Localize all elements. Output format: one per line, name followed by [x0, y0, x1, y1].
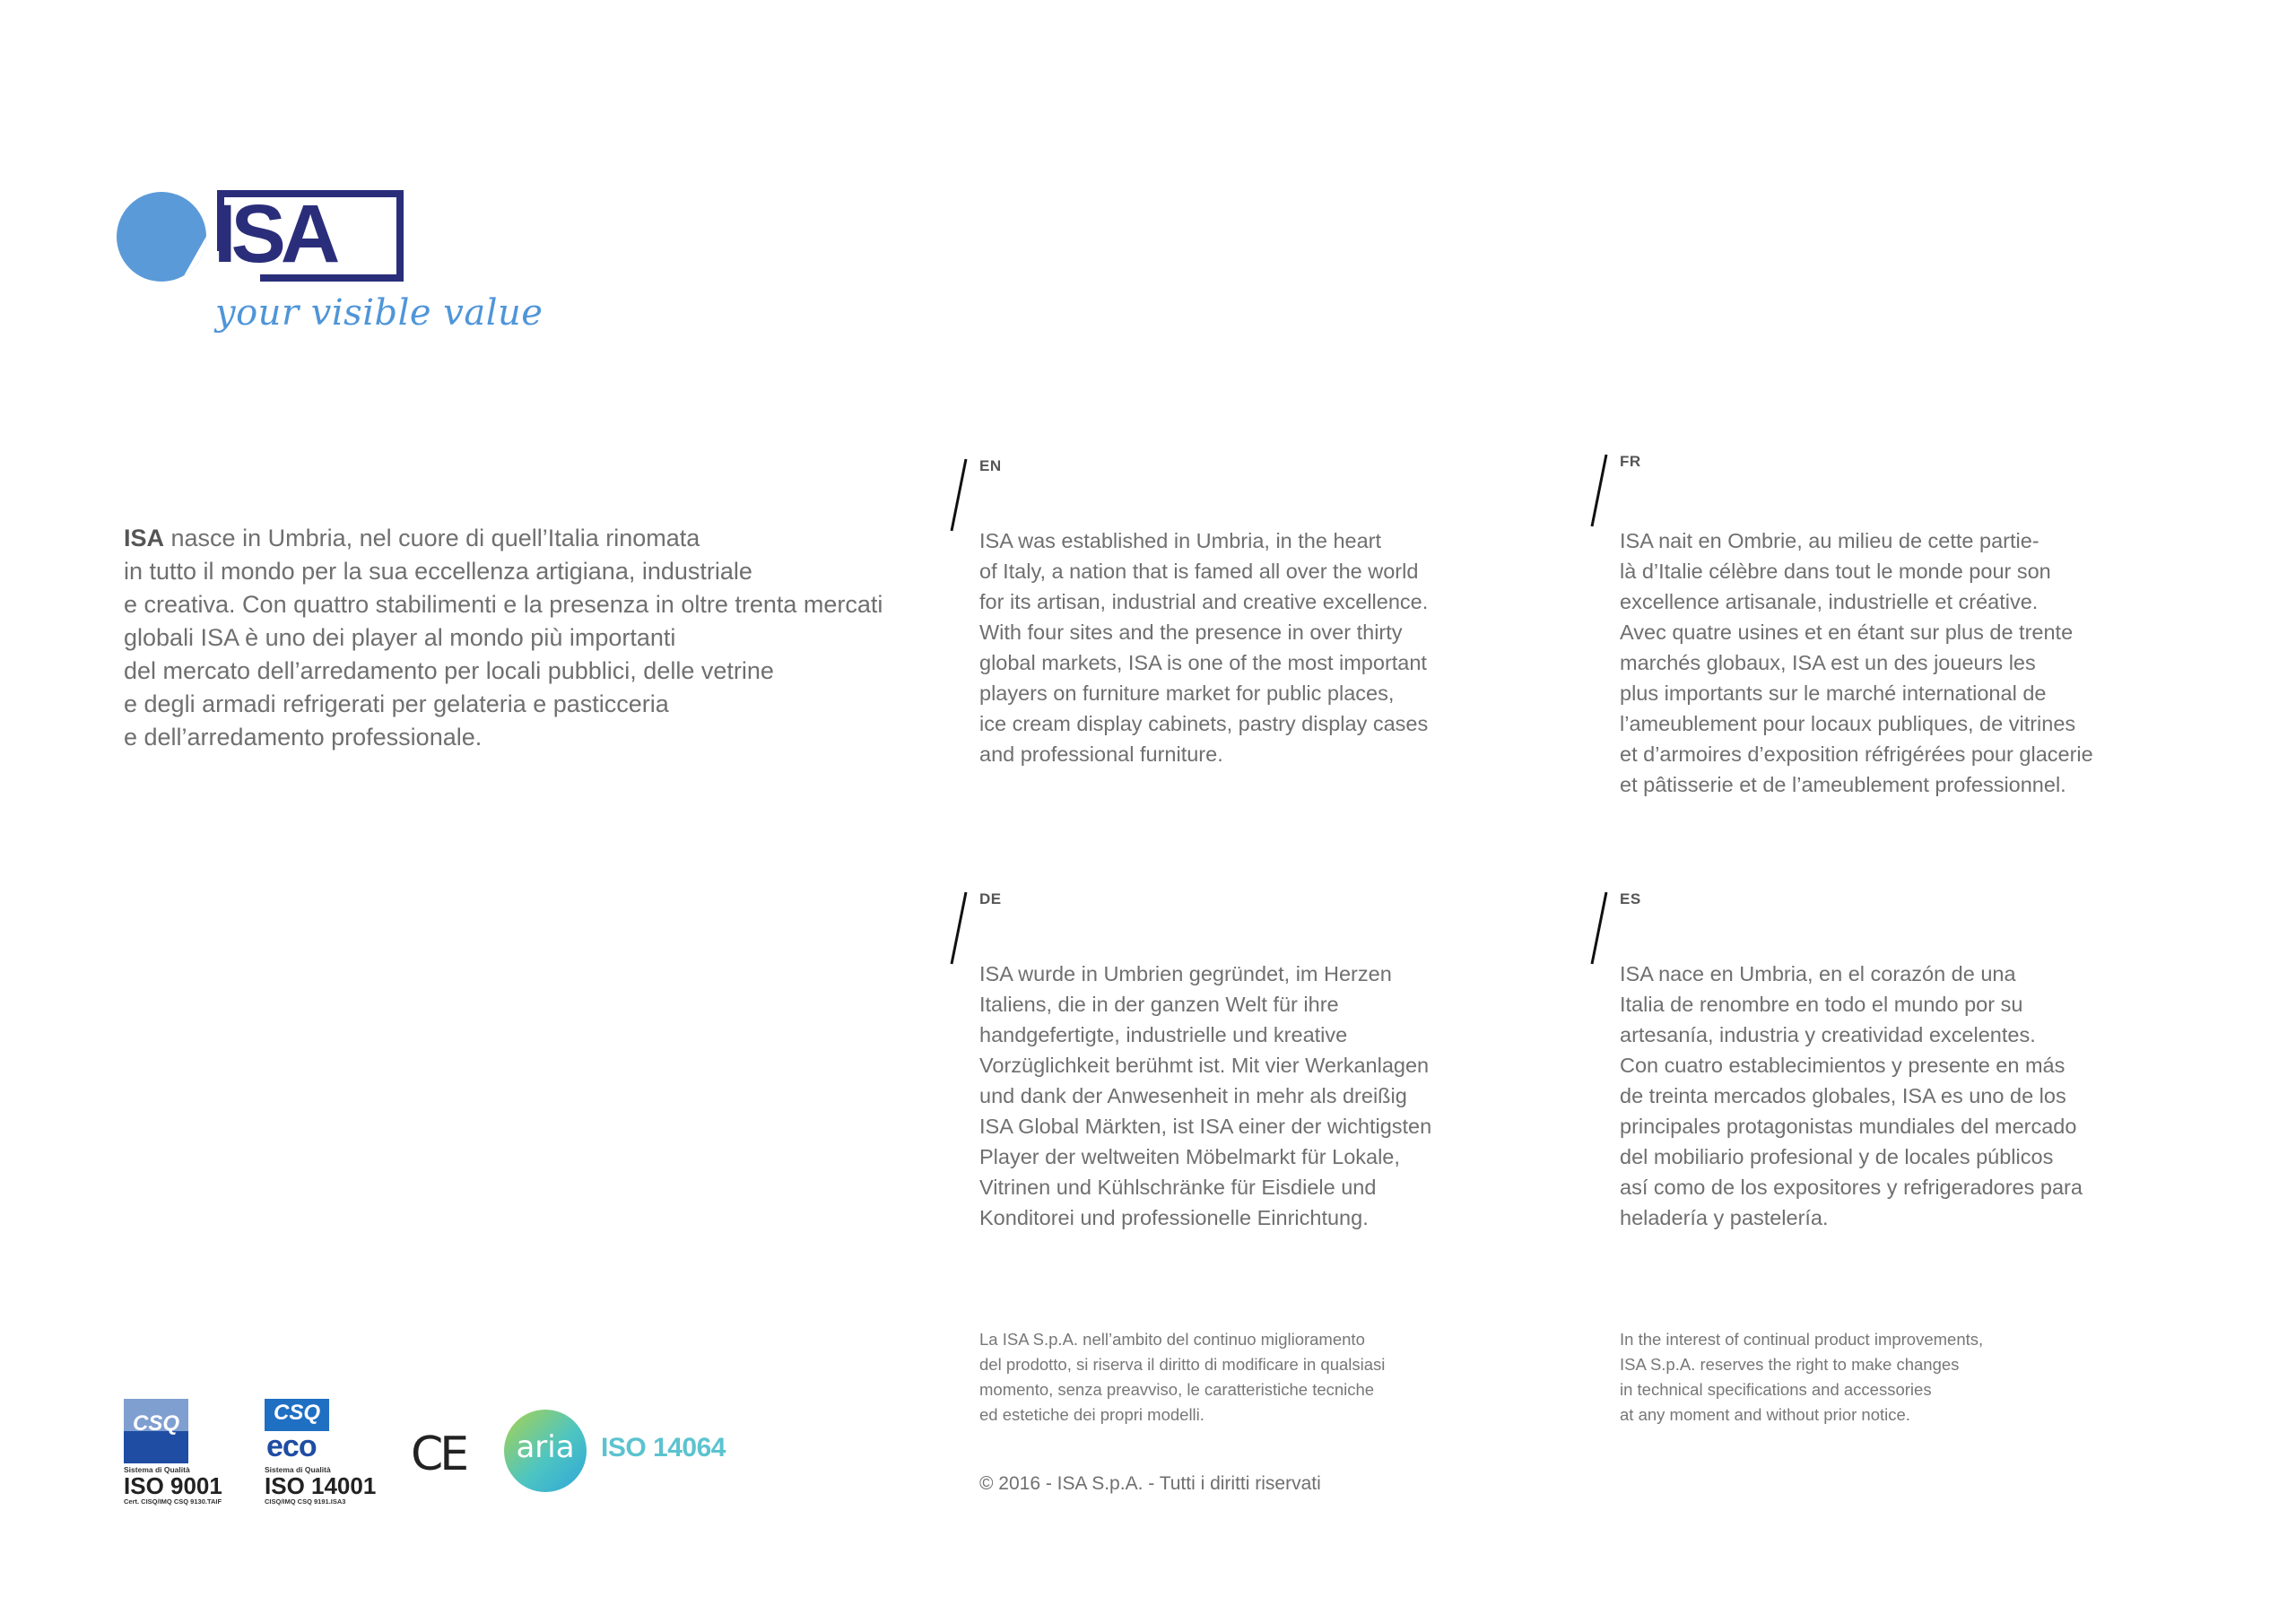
slash-divider-icon: [949, 457, 969, 533]
disclaimer-en: [1620, 1327, 1983, 1428]
intro-line: in tutto il mondo per la sua eccellenza artigiana, industriale: [124, 558, 752, 585]
text-line: excellence artisanale, industrielle et créative.: [1620, 590, 2039, 613]
text-line: de treinta mercados globales, ISA es uno de los: [1620, 1084, 2066, 1107]
csq-badge-label: CSQ: [273, 1401, 320, 1425]
iso-14001-certification-logo: [265, 1399, 399, 1506]
disclaimer-line: at any moment and without prior notice.: [1620, 1405, 1910, 1424]
text-line: principales protagonistas mundiales del mercado: [1620, 1115, 2077, 1138]
text-line: ISA nace en Umbria, en el corazón de una: [1620, 962, 2016, 985]
intro-line-text: nasce in Umbria, nel cuore di quell’Italia rinomata: [164, 525, 700, 551]
cert-number: Cert. CISQ/IMQ CSQ 9130.TAIF: [124, 1497, 222, 1506]
aria-logo: [504, 1410, 587, 1492]
text-line: et d’armoires d’exposition réfrigérées pour glacerie: [1620, 742, 2093, 766]
text-line: Player der weltweiten Möbelmarkt für Lokale,: [979, 1145, 1400, 1168]
copyright-notice: © 2016 - ISA S.p.A. - Tutti i diritti riservati: [979, 1473, 1321, 1494]
cert-number: CISQ/IMQ CSQ 9191.ISA3: [265, 1497, 346, 1506]
cert-caption: Sistema di Qualità: [124, 1465, 190, 1474]
csq-eco-badge-icon: [265, 1399, 329, 1463]
lang-text-en: [979, 525, 1553, 769]
text-line: und dank der Anwesenheit in mehr als dreißig: [979, 1084, 1407, 1107]
intro-paragraph-it: [124, 522, 895, 754]
disclaimer-line: in technical specifications and accessories: [1620, 1380, 1932, 1399]
logo-wordmark: ISA: [213, 188, 335, 280]
logo-tagline: your visible value: [215, 292, 544, 334]
cert-title: ISO 14001: [265, 1472, 377, 1499]
lang-text-de: [979, 959, 1553, 1233]
iso-9001-certification-logo: [124, 1399, 258, 1506]
intro-line: [124, 522, 895, 555]
text-line: and professional furniture.: [979, 742, 1223, 766]
intro-line: del mercato dell’arredamento per locali pubblici, delle vetrine: [124, 657, 774, 684]
lang-text-es: [1620, 959, 2194, 1233]
text-line: Konditorei und professionelle Einrichtung.: [979, 1206, 1369, 1229]
disclaimer-line: La ISA S.p.A. nell’ambito del continuo miglioramento: [979, 1330, 1365, 1349]
eco-label: eco: [266, 1429, 317, 1463]
text-line: del mobiliario profesional y de locales públicos: [1620, 1145, 2054, 1168]
text-line: for its artisan, industrial and creative excellence.: [979, 590, 1429, 613]
text-line: heladería y pastelería.: [1620, 1206, 1829, 1229]
ce-mark-icon: CE: [411, 1428, 466, 1481]
lang-text-fr: [1620, 525, 2194, 800]
text-line: handgefertigte, industrielle und kreative: [979, 1023, 1348, 1046]
intro-line: e creativa. Con quattro stabilimenti e la presenza in oltre trenta mercati: [124, 591, 883, 618]
aria-label: aria: [516, 1429, 575, 1465]
text-line: players on furniture market for public places,: [979, 681, 1395, 705]
slash-divider-icon: [949, 890, 969, 966]
cert-title: ISO 9001: [124, 1472, 222, 1499]
iso-14064-label: ISO 14064: [601, 1433, 726, 1462]
text-line: plus importants sur le marché international de: [1620, 681, 2047, 705]
text-line: marchés globaux, ISA est un des joueurs les: [1620, 651, 2036, 674]
text-line: Italiens, die in der ganzen Welt für ihre: [979, 993, 1339, 1016]
text-line: Avec quatre usines et en étant sur plus de trente: [1620, 621, 2074, 644]
isa-logo-mark: [115, 188, 491, 296]
text-line: ice cream display cabinets, pastry display cases: [979, 712, 1429, 735]
disclaimer-it: [979, 1327, 1385, 1428]
text-line: ISA wurde in Umbrien gegründet, im Herzen: [979, 962, 1392, 985]
cert-caption: Sistema di Qualità: [265, 1465, 331, 1474]
text-line: así como de los expositores y refrigeradores para: [1620, 1176, 2083, 1199]
text-line: ISA was established in Umbria, in the heart: [979, 529, 1382, 552]
disclaimer-line: momento, senza preavviso, le caratteristiche tecniche: [979, 1380, 1375, 1399]
text-line: artesanía, industria y creatividad excelentes.: [1620, 1023, 2036, 1046]
text-line: l’ameublement pour locaux publiques, de vitrines: [1620, 712, 2076, 735]
text-line: Vitrinen und Kühlschränke für Eisdiele und: [979, 1176, 1377, 1199]
text-line: of Italy, a nation that is famed all over the world: [979, 560, 1419, 583]
disclaimer-line: ISA S.p.A. reserves the right to make changes: [1620, 1355, 1960, 1374]
text-line: ISA nait en Ombrie, au milieu de cette partie-: [1620, 529, 2039, 552]
text-line: Italia de renombre en todo el mundo por su: [1620, 993, 2023, 1016]
lang-code-fr: FR: [1620, 453, 1641, 470]
slash-divider-icon: [1589, 890, 1609, 966]
text-line: With four sites and the presence in over thirty: [979, 621, 1403, 644]
intro-line: e dell’arredamento professionale.: [124, 724, 483, 751]
intro-line: e degli armadi refrigerati per gelateria e pasticceria: [124, 690, 669, 717]
disclaimer-line: In the interest of continual product improvements,: [1620, 1330, 1984, 1349]
lang-code-en: EN: [979, 457, 1002, 474]
slash-divider-icon: [1589, 453, 1609, 528]
lang-code-es: ES: [1620, 890, 1641, 907]
text-line: là d’Italie célèbre dans tout le monde pour son: [1620, 560, 2051, 583]
text-line: Vorzüglichkeit berühmt ist. Mit vier Werkanlagen: [979, 1054, 1430, 1077]
intro-brand: ISA: [124, 525, 165, 551]
csq-badge-label: CSQ: [132, 1411, 179, 1436]
lang-code-de: DE: [979, 890, 1002, 907]
intro-line: globali ISA è uno dei player al mondo più importanti: [124, 624, 676, 651]
disclaimer-line: del prodotto, si riserva il diritto di modificare in qualsiasi: [979, 1355, 1386, 1374]
text-line: ISA Global Märkten, ist ISA einer der wichtigsten: [979, 1115, 1432, 1138]
text-line: Con cuatro establecimientos y presente en más: [1620, 1054, 2066, 1077]
text-line: et pâtisserie et de l’ameublement professionnel.: [1620, 773, 2066, 796]
csq-badge-icon: [124, 1399, 188, 1463]
text-line: global markets, ISA is one of the most important: [979, 651, 1427, 674]
disclaimer-line: ed estetiche dei propri modelli.: [979, 1405, 1205, 1424]
